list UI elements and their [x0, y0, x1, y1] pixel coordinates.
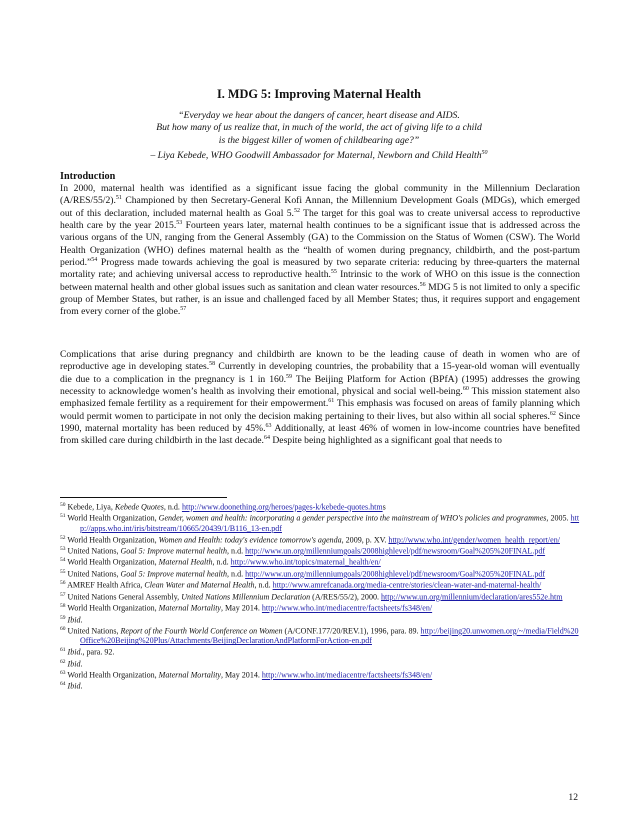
- footnote-number: 54: [60, 557, 66, 564]
- footnote-text: s: [382, 502, 386, 512]
- paragraph-text: This mission statement also emphasized female fertility as a requirement for their empowerment.: [60, 386, 580, 410]
- footnote-60: [60, 625, 582, 646]
- footnote-source-title: Maternal Mortality: [158, 603, 221, 613]
- footnote-ref: 52: [293, 207, 300, 214]
- footnote-text: , n.d.: [163, 502, 182, 512]
- paragraph-text: This emphasis was focused on areas of family planning which would permit women to participate in not only the decision making pertaining to their lives, but also within all social spheres.: [60, 398, 580, 422]
- paragraph-text: Additionally, at least 46% of women in low-income countries have benefited from skilled care during childbirth in the last decade.: [60, 423, 580, 447]
- footnote-text: Kebede, Liya,: [65, 502, 115, 512]
- footnote-text: United Nations,: [65, 546, 121, 556]
- footnote-link[interactable]: http://www.un.org/millenniumgoals/2008highlevel/pdf/newsroom/Goal%205%20FINAL.pdf: [245, 546, 546, 556]
- footnote-text: United Nations,: [65, 569, 121, 579]
- footnote-number: 59: [60, 614, 66, 621]
- footnote-text: .: [80, 659, 83, 669]
- footnote-58: [60, 602, 582, 613]
- footnote-text: AMREF Health Africa,: [65, 580, 145, 590]
- footnote-link[interactable]: http://www.doonething.org/heroes/pages-k/kebede-quotes.htm: [181, 502, 383, 512]
- paragraph-text: The target for this goal was to create universal access to reproductive health care by the year 2015.: [60, 207, 580, 232]
- footnote-link[interactable]: http://beijing20.unwomen.org/~/media/Field%20Office%20Beijing%20Plus/Attachments/BeijingDeclarationAndPlatformForAction-en.pdf: [80, 626, 579, 646]
- footnote-number: 60: [60, 625, 66, 632]
- footnote-number: 62: [60, 658, 66, 665]
- footnote-number: 64: [60, 681, 66, 688]
- footnote-number: 63: [60, 669, 66, 676]
- footnote-ref: 63: [265, 422, 272, 429]
- paragraph-text: Complications that arise during pregnancy and childbirth are known to be the leading cause of death in women who are of reproductive age in developing states.: [60, 349, 580, 373]
- footnote-54: [60, 556, 582, 567]
- footnote-source-title: Maternal Mortality: [158, 670, 221, 680]
- attribution-text: – Liya Kebede, WHO Goodwill Ambassador for Maternal, Newborn and Child Health: [150, 150, 482, 162]
- footnote-link[interactable]: http://www.who.int/gender/women_health_report/en/: [388, 535, 560, 545]
- footnote-link[interactable]: http://www.un.org/millennium/declaration/ares552e.htm: [381, 592, 563, 602]
- footnote-50: [60, 501, 582, 512]
- footnote-number: 50: [60, 502, 66, 508]
- footnote-text: , n.d.: [254, 580, 273, 590]
- footnote-ref: 61: [328, 398, 335, 405]
- footnote-59: [60, 614, 582, 625]
- paragraph-text: Currently in developing countries, the probability that a 15-year-old woman will eventually die due to a complication in the pregnancy is 1 in 160.: [60, 361, 580, 385]
- footnote-source-title: Women and Health: today's evidence tomorrow's agenda: [158, 535, 342, 545]
- footnote-text: , 2005.: [546, 514, 571, 524]
- footnote-number: 53: [60, 546, 66, 553]
- footnote-text: World Health Organization,: [65, 514, 159, 524]
- footnote-64: [60, 680, 582, 691]
- footnote-ref: 58: [209, 361, 216, 368]
- footnote-ref: 57: [180, 306, 187, 313]
- footnote-text: World Health Organization,: [65, 558, 159, 568]
- footnote-number: 51: [60, 513, 66, 520]
- footnote-text: World Health Organization,: [65, 535, 159, 545]
- paragraph-text: Championed by then Secretary-General Kofi Annan, the Millennium Development Goals (MDGs), which emerged out of this declaration, included maternal health as Goal 5.: [60, 195, 580, 219]
- footnote-number: 52: [60, 534, 66, 541]
- epigraph-quote: [90, 110, 548, 163]
- paragraph-text: MDG 5 is not limited to only a specific group of Member States, but rather, is an issue and challenged faced by all Member States; thus, it requires support and engagement from every corner of the globe.: [60, 281, 580, 318]
- footnote-text: .: [80, 682, 83, 692]
- paragraph-text: Since 1990, maternal mortality has been reduced by 45%.: [60, 410, 580, 435]
- footnote-51: [60, 512, 582, 533]
- footnote-source-title: Report of the Fourth World Conference on Women: [120, 626, 283, 636]
- footnote-link[interactable]: http://www.who.int/mediacentre/factsheets/fs348/en/: [261, 603, 433, 613]
- paragraph-text: Fourteen years later, maternal health continues to be a significant issue that is addressed across the various organs of the UN, ranging from the General Assembly (GA) to the Commission on the Status of Women (CSW). The World Health Organization (WHO) defines maternal health as the “health of women during pregnancy, childbirth, and the post-partum period.”: [60, 220, 581, 269]
- footnote-text: (A/RES/55/2), 2000.: [310, 592, 382, 602]
- quote-attribution: [90, 147, 548, 163]
- footnote-ref: 51: [115, 195, 122, 202]
- footnote-ref: 59: [286, 373, 293, 380]
- footnote-text: United Nations,: [65, 626, 121, 636]
- footnotes-list: [60, 501, 582, 692]
- footnote-55: [60, 568, 582, 579]
- footnote-text: United Nations General Assembly,: [65, 592, 182, 602]
- footnote-link[interactable]: http://www.amrefcanada.org/media-centre/stories/clean-water-and-maternal-health/: [272, 580, 542, 590]
- footnote-62: [60, 658, 582, 669]
- footnote-text: World Health Organization,: [65, 670, 159, 680]
- footnote-ref: 60: [462, 385, 469, 392]
- footnote-ref: 64: [263, 435, 270, 442]
- introduction-heading: Introduction: [60, 171, 116, 182]
- footnote-source-title: United Nations Millennium Declaration: [181, 592, 311, 602]
- footnote-63: [60, 669, 582, 680]
- footnote-53: [60, 545, 582, 556]
- footnote-link[interactable]: http://www.who.int/mediacentre/factsheets/fs348/en/: [261, 670, 433, 680]
- footnote-text: , May 2014.: [221, 603, 262, 613]
- footnote-source-title: Ibid: [67, 647, 81, 657]
- footnote-source-title: Ibid: [67, 615, 81, 625]
- footnote-ref: 50: [481, 150, 488, 157]
- footnote-source-title: Clean Water and Maternal Health: [144, 580, 255, 590]
- footnote-source-title: Goal 5: Improve maternal health: [120, 546, 228, 556]
- paragraph-1: [60, 183, 580, 319]
- footnote-source-title: Maternal Health: [158, 558, 213, 568]
- paragraph-2: [60, 349, 580, 448]
- footnote-source-title: Ibid: [67, 682, 81, 692]
- paragraph-text: Intrinsic to the work of WHO on this issue is the connection between maternal health and other global issues such as sanitation and clean water resources.: [60, 269, 580, 293]
- paragraph-text: Despite being highlighted as a significant goal that needs to: [269, 435, 502, 447]
- footnote-57: [60, 591, 582, 602]
- footnote-text: , n.d.: [227, 546, 246, 556]
- paragraph-text: In 2000, maternal health was identified as a significant issue facing the global community in the Millennium Declaration (A/RES/55/2).: [60, 183, 580, 207]
- footnote-source-title: Kebede Quotes: [114, 502, 164, 512]
- footnote-text: ., para. 92.: [80, 647, 115, 657]
- footnote-text: , 2009, p. XV.: [341, 535, 389, 545]
- footnote-link[interactable]: http://apps.who.int/iris/bitstream/10665/20439/1/B116_13-en.pdf: [80, 514, 580, 533]
- footnote-link[interactable]: http://www.who.int/topics/maternal_health/en/: [230, 558, 381, 568]
- footnote-text: , May 2014.: [221, 670, 262, 680]
- footnote-61: [60, 646, 582, 657]
- footnote-separator: [60, 497, 227, 498]
- footnote-ref: 53: [176, 219, 183, 226]
- footnote-text: World Health Organization,: [65, 603, 159, 613]
- footnote-link[interactable]: http://www.un.org/millenniumgoals/2008highlevel/pdf/newsroom/Goal%205%20FINAL.pdf: [245, 569, 546, 579]
- footnote-ref: 56: [419, 281, 426, 288]
- footnote-text: .: [80, 615, 83, 625]
- footnote-source-title: Gender, women and health: incorporating a gender perspective into the mainstream of WHO's policies and programmes: [158, 514, 547, 524]
- footnote-text: (A/CONF.177/20/REV.1), 1996, para. 89.: [282, 626, 421, 636]
- footnote-ref: 54: [91, 256, 98, 263]
- quote-line: is the biggest killer of women of childbearing age?”: [218, 134, 420, 146]
- footnote-text: , n.d.: [212, 558, 231, 568]
- footnote-source-title: Ibid: [67, 659, 81, 669]
- quote-line: But how many of us realize that, in much of the world, the act of giving life to a child: [156, 122, 482, 134]
- paragraph-text: Progress made towards achieving the goal is measured by two separate criteria: reducing by three-quarters the maternal mortality rate; and achieving universal access to reproductive health.: [60, 257, 580, 281]
- paragraph-text: The Beijing Platform for Action (BPfA) (1995) addresses the growing necessity to acknowledge women’s health as involving their emotional, physical and social well-being.: [60, 373, 580, 398]
- footnote-number: 61: [60, 647, 66, 654]
- footnote-ref: 62: [549, 410, 556, 417]
- footnote-56: [60, 579, 582, 590]
- section-title: I. MDG 5: Improving Maternal Health: [216, 87, 422, 101]
- footnote-number: 58: [60, 603, 66, 610]
- footnote-number: 56: [60, 580, 66, 587]
- footnote-number: 55: [60, 568, 66, 575]
- footnote-text: , n.d.: [227, 569, 246, 579]
- footnote-ref: 55: [330, 269, 337, 276]
- footnote-52: [60, 534, 582, 545]
- page-number: 12: [568, 792, 578, 803]
- quote-line: “Everyday we hear about the dangers of cancer, heart disease and AIDS.: [178, 110, 460, 121]
- footnote-number: 57: [60, 591, 66, 598]
- footnote-source-title: Goal 5: Improve maternal health: [120, 569, 228, 579]
